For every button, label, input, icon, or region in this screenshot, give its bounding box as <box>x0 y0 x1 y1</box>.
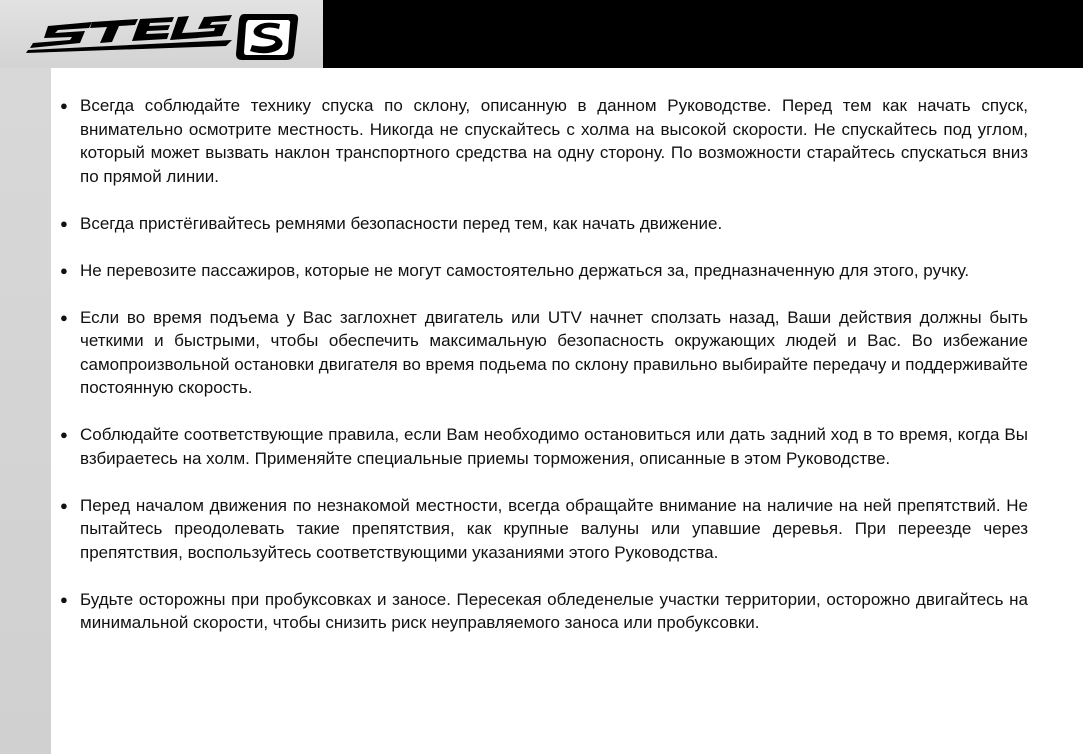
list-item-text: Не перевозите пассажиров, которые не могут самостоятельно держаться за, предназначенную для этого, ручку. <box>80 260 970 280</box>
stels-emblem-icon <box>236 14 298 60</box>
bullet-icon: ● <box>60 427 68 442</box>
bullet-icon: ● <box>60 309 68 325</box>
bullet-icon: ● <box>60 98 68 113</box>
left-sidebar-strip <box>0 68 51 754</box>
bullet-icon: ● <box>60 262 68 278</box>
list-item-text: Перед началом движения по незнакомой местности, всегда обращайте внимание на наличие на ней препятствий. Не пытайтесь преодолевать такие препятствия, как крупные валуны или упавшие деревья. При переезде через препятствия, воспользуйтесь соответствующими указаниями этого Руководства. <box>80 495 1028 562</box>
list-item <box>60 259 1028 283</box>
list-item <box>60 494 1028 565</box>
list-item <box>60 94 1028 188</box>
safety-instructions-list <box>60 94 1028 635</box>
bullet-icon: ● <box>60 497 68 513</box>
list-item <box>60 588 1028 635</box>
list-item-text: Всегда соблюдайте технику спуска по склону, описанную в данном Руководстве. Перед тем как начать спуск, внимательно осмотрите местность. Никогда не спускайтесь с холма на высокой скорости. Не спускайтесь под углом, который может вызвать наклон транспортного средства на одну сторону. По возможности старайтесь спускаться вниз по прямой линии. <box>80 96 1028 186</box>
list-item-text: Если во время подъема у Вас заглохнет двигатель или UTV начнет сползать назад, Ваши действия должны быть четкими и быстрыми, чтобы обеспечить максимальную безопасность окружающих людей и Вас. Во избежание самопроизвольной остановки двигателя во время подьема по склону правильно выбирайте передачу и поддерживайте постоянную скорость. <box>80 307 1029 397</box>
list-item <box>60 306 1028 400</box>
list-item-text: Будьте осторожны при пробуксовках и заносе. Пересекая обледенелые участки территории, осторожно двигайтесь на минимальной скорости, чтобы снизить риск неуправляемого заноса или пробуксовки. <box>80 589 1028 632</box>
logo-panel <box>0 0 323 68</box>
stels-logo <box>0 0 323 68</box>
list-item <box>60 423 1028 470</box>
bullet-icon: ● <box>60 591 68 607</box>
list-item <box>60 212 1028 236</box>
stels-wordmark-icon <box>26 15 232 53</box>
list-item-text: Соблюдайте соответствующие правила, если Вам необходимо остановиться или дать задний ход в то время, когда Вы взбираетесь на холм. Применяйте специальные приемы торможения, описанные в этом Руководстве. <box>80 425 1028 468</box>
list-item-text: Всегда пристёгивайтесь ремнями безопасности перед тем, как начать движение. <box>80 213 723 233</box>
bullet-icon: ● <box>60 215 68 231</box>
